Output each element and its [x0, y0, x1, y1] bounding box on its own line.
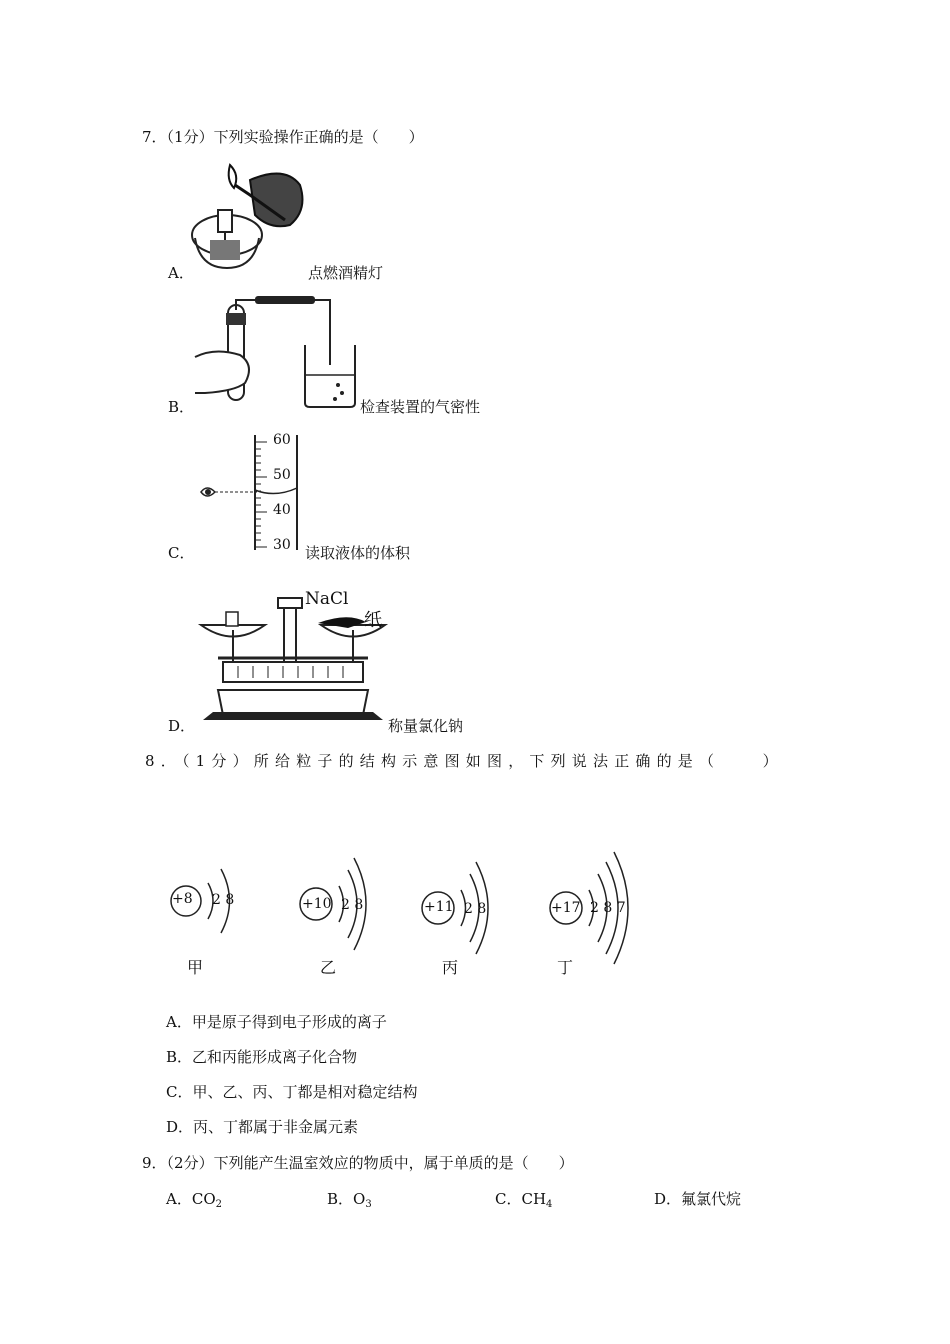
q7-option-b-caption: 检查装置的气密性	[360, 398, 481, 416]
q9-option-d	[654, 1190, 741, 1208]
q9-option-b-formula: O	[353, 1190, 366, 1208]
particle-bing-shells: 2 8	[464, 901, 487, 917]
q7-option-a-caption: 点燃酒精灯	[308, 264, 384, 282]
q7-option-c-letter: C．	[168, 544, 195, 562]
q7-option-d-letter: D．	[168, 717, 196, 735]
q9-option-a	[166, 1190, 222, 1214]
cylinder-tick-30: 30	[273, 537, 291, 553]
q9-option-c-formula: CH	[521, 1190, 547, 1208]
q9-option-c-letter: C．	[495, 1190, 522, 1208]
particle-jia-shells: 2 8	[212, 892, 235, 908]
q8-stem: 8．（1分）所给粒子的结构示意图如图，下列说法正确的是（ ）	[145, 752, 784, 770]
airtightness-figure	[190, 295, 360, 415]
q8-option-b: B．乙和丙能形成离子化合物	[166, 1048, 358, 1066]
particle-ding-shells: 2 8 7	[590, 900, 626, 916]
q9-option-c-subscript: 4	[546, 1199, 553, 1210]
q7-option-c-caption: 读取液体的体积	[305, 544, 411, 562]
q9-option-b-subscript: 3	[365, 1199, 372, 1210]
particle-yi-name: 乙	[320, 958, 337, 977]
q8-option-d: D．丙、丁都属于非金属元素	[166, 1118, 359, 1136]
q7-option-b-letter: B．	[168, 398, 195, 416]
q9-option-a-subscript: 2	[215, 1199, 222, 1210]
particle-bing-nucleus: +11	[424, 899, 454, 915]
cylinder-tick-40: 40	[273, 502, 291, 518]
q9-option-d-formula: 氟氯代烷	[681, 1190, 742, 1208]
q7-option-a-letter: A．	[168, 264, 194, 282]
q9-option-a-formula: CO	[191, 1190, 216, 1208]
alcohol-lamp-figure	[190, 160, 320, 275]
q8-option-c: C．甲、乙、丙、丁都是相对稳定结构	[166, 1083, 418, 1101]
particle-ding-name: 丁	[557, 958, 574, 977]
q8-option-a: A．甲是原子得到电子形成的离子	[166, 1013, 387, 1031]
q9-option-c	[495, 1190, 552, 1214]
balance-label-paper: 纸	[364, 610, 382, 631]
q9-option-a-letter: A．	[166, 1190, 192, 1208]
particle-bing-name: 丙	[442, 958, 459, 977]
q9-option-b	[327, 1190, 372, 1214]
q9-stem: 9．（2分）下列能产生温室效应的物质中，属于单质的是（ ）	[142, 1154, 574, 1172]
particle-jia-nucleus: +8	[172, 891, 193, 907]
q7-stem: 7．（1分）下列实验操作正确的是（ ）	[142, 128, 424, 146]
particle-yi-nucleus: +10	[302, 896, 332, 912]
balance-label-nacl: NaCl	[305, 589, 349, 609]
particle-yi-shells: 2 8	[341, 897, 364, 913]
q9-option-b-letter: B．	[327, 1190, 354, 1208]
q9-option-d-letter: D．	[654, 1190, 682, 1208]
cylinder-tick-50: 50	[273, 467, 291, 483]
particle-jia-name: 甲	[187, 958, 204, 977]
cylinder-tick-60: 60	[273, 432, 291, 448]
particle-ding-nucleus: +17	[551, 900, 581, 916]
q7-option-d-caption: 称量氯化钠	[388, 717, 464, 735]
